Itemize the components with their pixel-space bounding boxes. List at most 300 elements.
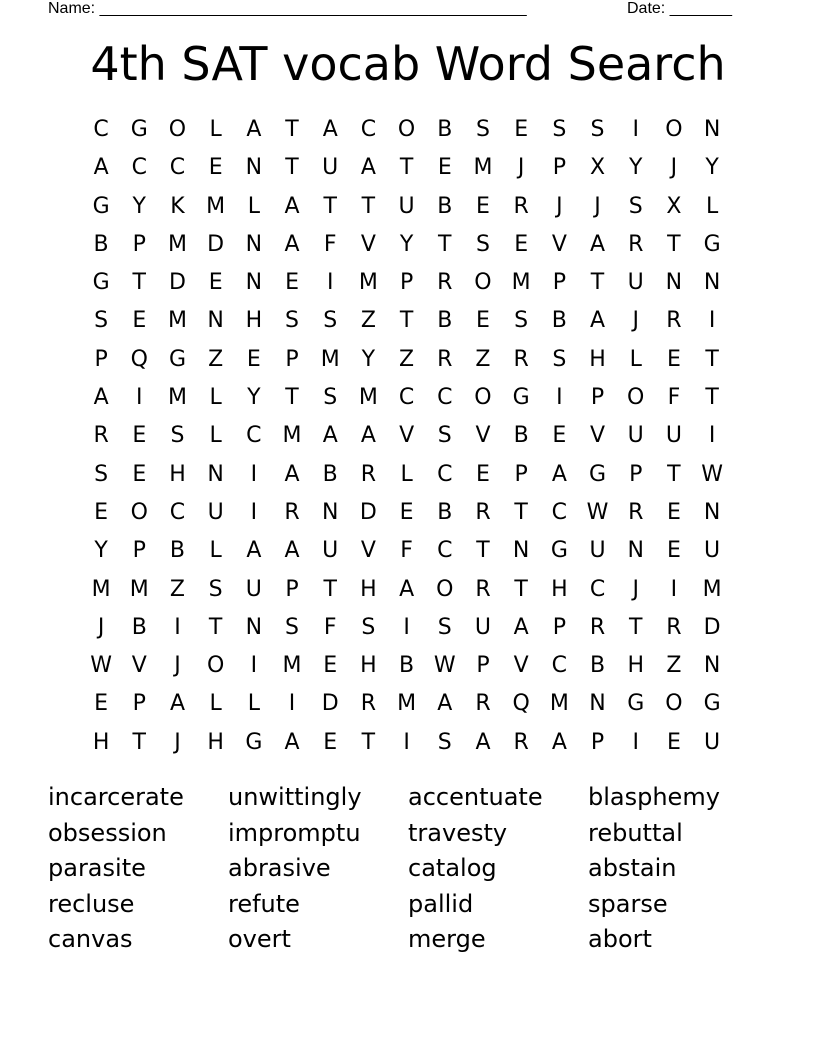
grid-letter: I <box>174 614 181 640</box>
grid-letter: G <box>627 691 645 717</box>
grid-letter: J <box>632 576 639 602</box>
grid-letter: R <box>628 499 644 525</box>
grid-letter: G <box>550 538 568 564</box>
word-list-item: abrasive <box>228 854 331 883</box>
grid-letter: C <box>131 155 147 181</box>
grid-letter: R <box>513 193 529 219</box>
grid-letter: T <box>285 117 299 142</box>
grid-letter: J <box>174 729 181 755</box>
grid-letter: O <box>665 691 683 717</box>
word-list-item: sparse <box>588 889 668 918</box>
grid-letter: L <box>705 193 719 219</box>
word-list-item: catalog <box>408 854 497 883</box>
grid-letter: T <box>361 729 376 755</box>
grid-letter: A <box>284 461 300 487</box>
grid-letter: M <box>358 270 378 296</box>
grid-letter: V <box>399 423 415 449</box>
grid-letter: I <box>670 576 678 602</box>
grid-letter: N <box>245 270 263 296</box>
word-list-item: accentuate <box>408 783 543 811</box>
grid-letter: T <box>628 614 643 640</box>
grid-letter: S <box>437 729 452 755</box>
grid-letter: U <box>207 499 224 525</box>
grid-letter: C <box>551 499 568 525</box>
grid-letter: L <box>247 691 260 717</box>
grid-letter: B <box>437 193 453 219</box>
grid-letter: O <box>168 117 187 142</box>
grid-letter: I <box>136 385 143 411</box>
grid-letter: I <box>403 729 410 755</box>
grid-row <box>82 647 732 685</box>
grid-row <box>82 226 732 264</box>
grid-row <box>82 302 732 340</box>
grid-letter: L <box>209 423 222 449</box>
grid-letter: C <box>437 461 453 487</box>
grid-letter: H <box>92 729 110 755</box>
grid-letter: T <box>705 346 719 372</box>
grid-letter: E <box>323 653 338 679</box>
grid-letter: E <box>666 729 681 755</box>
grid-letter: L <box>400 461 413 487</box>
grid-letter: U <box>704 729 721 755</box>
grid-letter: I <box>632 117 639 142</box>
grid-letter: E <box>476 193 490 219</box>
grid-letter: J <box>97 614 105 640</box>
grid-letter: W <box>586 499 609 525</box>
word-list-item: obsession <box>48 818 167 847</box>
grid-letter: I <box>288 691 296 717</box>
grid-letter: E <box>132 461 147 487</box>
grid-letter: S <box>323 308 338 334</box>
grid-letter: O <box>474 270 492 296</box>
grid-letter: Z <box>666 653 682 679</box>
grid-letter: A <box>246 538 262 564</box>
grid-letter: R <box>475 499 491 525</box>
grid-letter: R <box>475 576 491 602</box>
grid-letter: E <box>208 155 223 181</box>
word-list-item: abort <box>588 925 652 954</box>
letter-grid <box>82 111 732 762</box>
word-list-item: travesty <box>408 818 508 847</box>
grid-letter: E <box>246 346 261 372</box>
grid-letter: E <box>94 691 109 717</box>
grid-letter: I <box>632 729 639 755</box>
grid-letter: G <box>245 729 263 755</box>
grid-letter: L <box>209 691 222 717</box>
grid-letter: H <box>589 346 606 372</box>
grid-letter: T <box>667 461 681 487</box>
grid-letter: B <box>131 614 147 640</box>
grid-letter: I <box>250 653 258 679</box>
grid-letter: S <box>170 423 185 449</box>
grid-letter: R <box>475 691 491 717</box>
grid-letter: Q <box>512 691 530 717</box>
grid-letter: S <box>437 423 452 449</box>
grid-letter: R <box>284 499 300 525</box>
grid-row <box>82 571 732 609</box>
grid-letter: I <box>556 385 563 411</box>
grid-letter: U <box>322 538 339 564</box>
grid-letter: P <box>629 461 643 487</box>
grid-letter: O <box>130 499 148 525</box>
grid-row <box>82 341 732 379</box>
grid-letter: A <box>360 155 376 181</box>
grid-letter: A <box>551 729 567 755</box>
grid-letter: S <box>361 614 376 640</box>
grid-letter: T <box>132 270 146 296</box>
grid-letter: A <box>93 385 109 411</box>
grid-letter: R <box>666 614 682 640</box>
grid-letter: H <box>360 576 377 602</box>
grid-letter: R <box>513 729 529 755</box>
grid-letter: G <box>589 461 607 487</box>
grid-row <box>82 188 732 226</box>
grid-letter: T <box>208 614 223 640</box>
grid-letter: T <box>399 155 414 181</box>
grid-letter: V <box>131 653 147 679</box>
grid-letter: Y <box>628 155 643 181</box>
grid-letter: N <box>703 117 721 142</box>
grid-letter: J <box>632 308 639 334</box>
grid-letter: K <box>170 193 185 219</box>
grid-letter: A <box>513 614 529 640</box>
grid-letter: H <box>551 576 568 602</box>
grid-letter: M <box>511 270 531 296</box>
grid-letter: Z <box>475 346 491 372</box>
grid-row <box>82 494 732 532</box>
grid-letter: E <box>132 423 147 449</box>
grid-letter: A <box>551 461 567 487</box>
grid-letter: A <box>246 117 262 142</box>
grid-letter: M <box>91 576 111 602</box>
grid-letter: T <box>285 385 299 411</box>
grid-letter: N <box>321 499 339 525</box>
grid-letter: C <box>246 423 262 449</box>
grid-letter: E <box>208 270 223 296</box>
grid-letter: N <box>703 653 721 679</box>
grid-letter: N <box>703 270 721 296</box>
word-list-item: canvas <box>48 925 133 954</box>
grid-letter: O <box>206 653 225 679</box>
grid-letter: S <box>590 117 605 142</box>
grid-letter: P <box>552 614 566 640</box>
grid-letter: E <box>285 270 299 296</box>
grid-letter: E <box>666 346 681 372</box>
grid-letter: G <box>703 691 721 717</box>
grid-letter: A <box>169 691 185 717</box>
grid-letter: C <box>437 538 453 564</box>
grid-letter: U <box>474 614 492 640</box>
word-list-item: pallid <box>408 889 474 918</box>
grid-letter: N <box>245 155 263 181</box>
grid-letter: T <box>323 576 337 602</box>
grid-letter: E <box>437 155 452 181</box>
grid-letter: A <box>590 308 606 334</box>
grid-letter: B <box>437 499 453 525</box>
grid-letter: E <box>514 117 529 142</box>
grid-letter: Y <box>361 346 376 372</box>
grid-letter: S <box>208 576 223 602</box>
grid-letter: O <box>474 385 492 411</box>
grid-letter: D <box>321 691 339 717</box>
grid-letter: R <box>513 346 529 372</box>
grid-letter: N <box>703 499 721 525</box>
grid-letter: G <box>130 117 148 142</box>
grid-letter: G <box>92 270 110 296</box>
grid-letter: C <box>398 385 415 411</box>
grid-letter: I <box>326 270 334 296</box>
grid-letter: I <box>708 423 716 449</box>
grid-letter: H <box>627 653 644 679</box>
grid-letter: I <box>403 614 410 640</box>
grid-row <box>82 685 732 723</box>
grid-letter: P <box>476 653 490 679</box>
grid-letter: O <box>627 385 645 411</box>
grid-letter: P <box>285 576 299 602</box>
grid-letter: J <box>174 653 181 679</box>
grid-letter: P <box>399 270 414 296</box>
grid-letter: T <box>285 155 299 181</box>
grid-letter: C <box>360 117 377 142</box>
grid-letter: S <box>323 385 338 411</box>
grid-letter: T <box>705 385 719 411</box>
grid-letter: U <box>665 423 682 449</box>
word-list-item: refute <box>228 889 300 918</box>
grid-letter: Z <box>208 346 224 372</box>
grid-letter: V <box>360 538 376 564</box>
grid-letter: F <box>400 538 413 564</box>
grid-letter: P <box>590 385 605 411</box>
grid-letter: E <box>132 308 147 334</box>
grid-row <box>82 724 732 762</box>
grid-letter: E <box>94 499 109 525</box>
grid-letter: L <box>209 538 222 564</box>
grid-letter: L <box>209 385 222 411</box>
grid-letter: D <box>207 231 225 257</box>
page-title: 4th SAT vocab Word Search <box>90 37 726 91</box>
grid-letter: D <box>703 614 721 640</box>
grid-letter: G <box>703 231 721 257</box>
grid-letter: R <box>437 346 453 372</box>
word-list-item: merge <box>408 925 486 954</box>
grid-letter: P <box>132 691 146 717</box>
grid-letter: J <box>594 193 601 219</box>
grid-letter: A <box>360 423 376 449</box>
word-list-item: recluse <box>48 889 135 918</box>
grid-letter: U <box>589 538 606 564</box>
grid-letter: P <box>132 538 146 564</box>
grid-letter: Z <box>399 346 415 372</box>
grid-letter: C <box>437 385 453 411</box>
grid-letter: H <box>245 308 263 334</box>
grid-letter: R <box>93 423 109 449</box>
grid-letter: I <box>250 499 258 525</box>
grid-letter: M <box>397 691 417 717</box>
grid-letter: V <box>475 423 491 449</box>
grid-letter: B <box>399 653 415 679</box>
grid-letter: B <box>437 117 453 142</box>
grid-letter: B <box>322 461 338 487</box>
grid-letter: C <box>589 576 606 602</box>
grid-letter: G <box>512 385 530 411</box>
grid-letter: R <box>666 308 682 334</box>
grid-letter: Z <box>169 576 185 602</box>
word-list-item: overt <box>228 925 291 954</box>
grid-letter: G <box>168 346 186 372</box>
grid-letter: X <box>666 193 682 219</box>
grid-letter: N <box>665 270 683 296</box>
grid-letter: A <box>284 193 300 219</box>
grid-letter: U <box>627 270 644 296</box>
grid-letter: U <box>627 423 644 449</box>
grid-letter: X <box>589 155 606 181</box>
grid-letter: E <box>666 499 681 525</box>
grid-letter: W <box>90 653 112 679</box>
grid-letter: S <box>475 117 490 142</box>
grid-letter: N <box>245 231 263 257</box>
grid-letter: T <box>514 499 528 525</box>
grid-letter: T <box>438 231 452 257</box>
grid-letter: A <box>322 117 338 142</box>
grid-letter: R <box>628 231 644 257</box>
grid-letter: J <box>670 155 678 181</box>
word-list-item: incarcerate <box>48 783 184 811</box>
grid-letter: Z <box>360 308 376 334</box>
word-list <box>48 780 768 958</box>
grid-letter: T <box>323 193 337 219</box>
grid-letter: B <box>589 653 606 679</box>
grid-letter: Y <box>132 193 146 219</box>
grid-letter: B <box>437 308 453 334</box>
grid-letter: E <box>476 308 490 334</box>
grid-letter: A <box>322 423 338 449</box>
grid-row <box>82 456 732 494</box>
grid-letter: O <box>665 117 683 142</box>
grid-letter: E <box>552 423 567 449</box>
grid-letter: N <box>512 538 530 564</box>
word-list-item: rebuttal <box>588 818 683 847</box>
grid-letter: M <box>282 653 302 679</box>
word-list-item: unwittingly <box>228 783 362 811</box>
grid-row <box>82 149 732 187</box>
grid-letter: M <box>702 576 722 602</box>
grid-letter: O <box>397 117 416 142</box>
grid-letter: F <box>323 231 337 257</box>
grid-letter: A <box>475 729 491 755</box>
grid-letter: M <box>358 385 378 411</box>
grid-letter: P <box>94 346 108 372</box>
grid-letter: T <box>132 729 146 755</box>
grid-letter: R <box>589 614 606 640</box>
grid-letter: R <box>437 270 453 296</box>
grid-letter: S <box>285 614 300 640</box>
grid-letter: N <box>627 538 644 564</box>
grid-row <box>82 609 732 647</box>
grid-letter: A <box>284 231 300 257</box>
grid-letter: D <box>168 270 186 296</box>
grid-letter: N <box>207 461 224 487</box>
grid-letter: H <box>169 461 186 487</box>
grid-letter: A <box>93 155 109 181</box>
grid-letter: E <box>476 461 490 487</box>
grid-letter: I <box>708 308 716 334</box>
grid-letter: T <box>361 193 376 219</box>
grid-letter: S <box>628 193 643 219</box>
grid-letter: B <box>551 308 567 334</box>
date-field: Date: _______ <box>627 0 732 17</box>
grid-letter: S <box>552 346 567 372</box>
grid-letter: Y <box>247 385 261 411</box>
grid-letter: L <box>247 193 260 219</box>
grid-letter: N <box>589 691 606 717</box>
grid-letter: G <box>92 193 110 219</box>
grid-letter: T <box>476 538 490 564</box>
grid-row <box>82 379 732 417</box>
grid-letter: S <box>94 461 109 487</box>
grid-row <box>82 264 732 302</box>
grid-letter: P <box>285 346 299 372</box>
grid-letter: I <box>250 461 258 487</box>
grid-letter: H <box>207 729 224 755</box>
word-list-item: abstain <box>588 854 677 883</box>
grid-letter: N <box>207 308 224 334</box>
grid-letter: M <box>473 155 493 181</box>
grid-letter: S <box>437 614 452 640</box>
grid-letter: V <box>360 231 376 257</box>
grid-letter: U <box>398 193 415 219</box>
grid-letter: W <box>701 461 723 487</box>
grid-letter: S <box>475 231 490 257</box>
grid-letter: M <box>167 308 187 334</box>
header-line <box>48 0 748 20</box>
word-list-item: parasite <box>48 854 146 883</box>
grid-letter: S <box>514 308 529 334</box>
grid-letter: E <box>399 499 414 525</box>
grid-letter: Q <box>130 346 148 372</box>
grid-letter: U <box>322 155 339 181</box>
grid-letter: U <box>704 538 721 564</box>
name-field: Name: ________________________________________________ <box>48 0 527 17</box>
grid-letter: R <box>360 461 377 487</box>
grid-row <box>82 111 732 149</box>
grid-letter: J <box>556 193 563 219</box>
grid-letter: A <box>399 576 415 602</box>
grid-letter: H <box>360 653 377 679</box>
grid-letter: M <box>167 385 187 411</box>
grid-letter: Y <box>399 231 414 257</box>
grid-letter: T <box>399 308 414 334</box>
grid-letter: T <box>514 576 528 602</box>
grid-letter: P <box>552 155 566 181</box>
grid-letter: J <box>517 155 525 181</box>
grid-letter: F <box>323 614 337 640</box>
grid-letter: D <box>359 499 377 525</box>
grid-letter: V <box>551 231 567 257</box>
grid-letter: P <box>514 461 528 487</box>
grid-letter: O <box>436 576 454 602</box>
grid-letter: F <box>667 385 681 411</box>
grid-letter: C <box>169 499 186 525</box>
word-list-item: blasphemy <box>588 783 720 811</box>
grid-letter: M <box>549 691 569 717</box>
grid-letter: M <box>320 346 340 372</box>
grid-letter: M <box>167 231 187 257</box>
grid-letter: B <box>93 231 109 257</box>
grid-letter: C <box>93 117 109 142</box>
grid-letter: N <box>245 614 263 640</box>
grid-letter: A <box>590 231 606 257</box>
grid-letter: V <box>590 423 606 449</box>
